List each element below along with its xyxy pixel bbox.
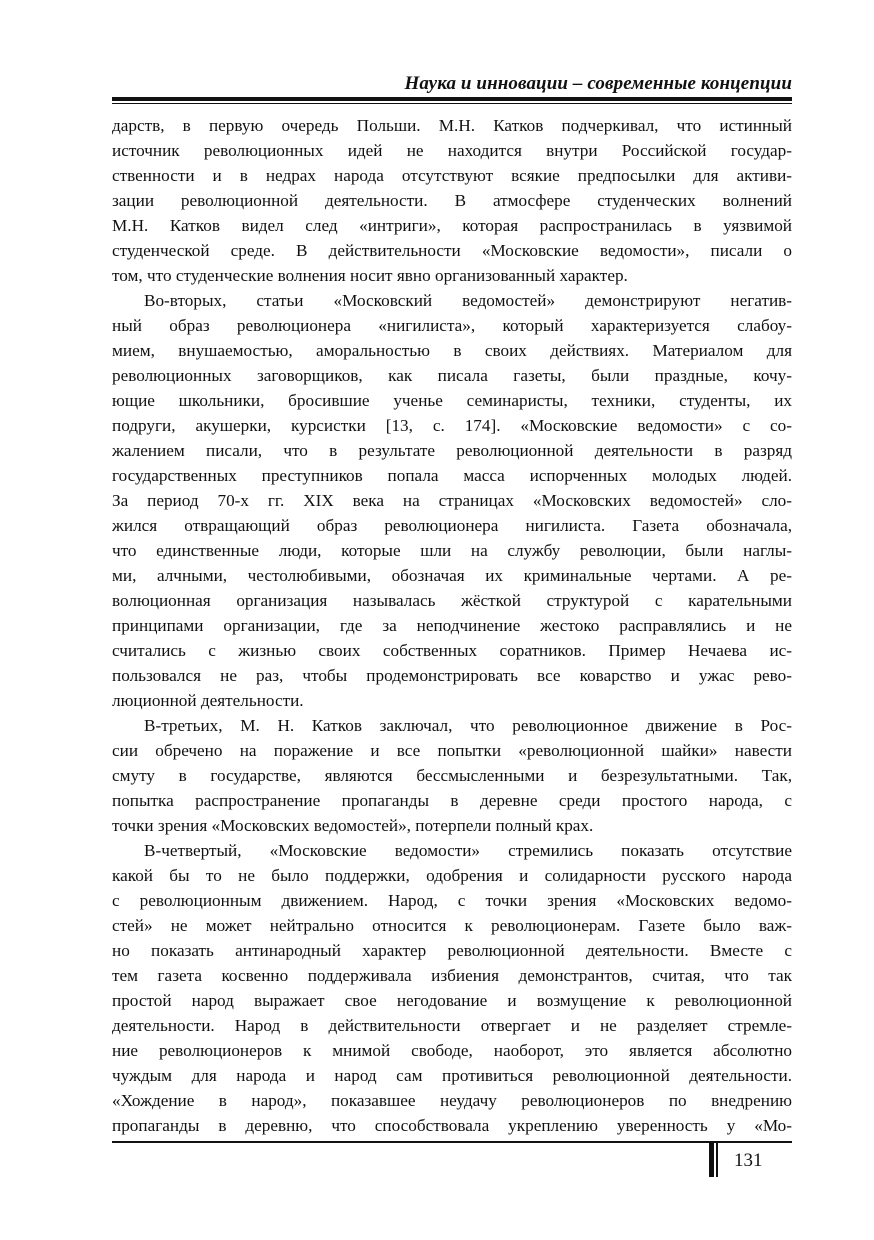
text-line: волюционная организация называлась жёсткой структурой с карательными xyxy=(112,591,792,610)
text-line: том, что студенческие волнения носит явно организованный характер. xyxy=(112,266,628,285)
text-line: простой народ выражает свое негодование и возмущение к революционной xyxy=(112,991,792,1010)
page-number: 131 xyxy=(734,1150,763,1171)
text-line: но показать антинародный характер революционной деятельности. Вместе с xyxy=(112,941,792,960)
text-line: деятельности. Народ в действительности отвергает и не разделяет стремле- xyxy=(112,1016,792,1035)
text-line: что единственные люди, которые шли на службу революции, были наглы- xyxy=(112,541,792,560)
text-line: точки зрения «Московских ведомостей», потерпели полный крах. xyxy=(112,816,594,835)
header-rule-thin xyxy=(112,103,792,104)
text-line: В-третьих, М. Н. Катков заключал, что революционное движение в Рос- xyxy=(144,716,792,735)
paragraph xyxy=(112,288,792,713)
text-line: люционной деятельности. xyxy=(112,691,304,710)
text-line: Во-вторых, статьи «Московский ведомостей» демонстрируют негатив- xyxy=(144,291,792,310)
footer-bar-thick xyxy=(709,1141,714,1177)
text-line: ный образ революционера «нигилиста», который характеризуется слабоу- xyxy=(112,316,792,335)
text-line: ние революционеров к мнимой свободе, наоборот, это является абсолютно xyxy=(112,1041,792,1060)
text-line: пользовался не раз, чтобы продемонстрировать все коварство и ужас рево- xyxy=(112,666,792,685)
text-line: дарств, в первую очередь Польши. М.Н. Катков подчеркивал, что истинный xyxy=(112,116,792,135)
running-header-title: Наука и инновации – современные концепции xyxy=(404,73,792,94)
text-line: пропаганды в деревню, что способствовала укреплению уверенность у «Мо- xyxy=(112,1116,792,1135)
text-line: «Хождение в народ», показавшее неудачу революционеров по внедрению xyxy=(112,1091,792,1110)
text-line: М.Н. Катков видел след «интриги», которая распространилась в уязвимой xyxy=(112,216,792,235)
text-line: зации революционной деятельности. В атмосфере студенческих волнений xyxy=(112,191,792,210)
text-line: жился отвращающий образ революционера нигилиста. Газета обозначала, xyxy=(112,516,792,535)
text-line: ственности и в недрах народа отсутствуют всякие предпосылки для активи- xyxy=(112,166,792,185)
footer-bar-thin xyxy=(716,1141,718,1177)
paragraph xyxy=(112,713,792,838)
text-line: чуждым для народа и народ сам противиться революционной деятельности. xyxy=(112,1066,792,1085)
text-line: студенческой среде. В действительности «Московские ведомости», писали о xyxy=(112,241,792,260)
text-line: с революционным движением. Народ, с точки зрения «Московских ведомо- xyxy=(112,891,792,910)
text-line: жалением писали, что в результате революционной деятельности в разряд xyxy=(112,441,792,460)
body-text xyxy=(112,113,792,1138)
text-line: какой бы то не было поддержки, одобрения и солидарности русского народа xyxy=(112,866,792,885)
text-line: ющие школьники, бросившие ученье семинаристы, техники, студенты, их xyxy=(112,391,792,410)
text-line: подруги, акушерки, курсистки [13, с. 174]. «Московские ведомости» с со- xyxy=(112,416,792,435)
text-line: В-четвертый, «Московские ведомости» стремились показать отсутствие xyxy=(144,841,792,860)
text-line: принципами организации, где за неподчинение жестоко расправлялись и не xyxy=(112,616,792,635)
text-line: государственных преступников попала масса испорченных молодых людей. xyxy=(112,466,792,485)
text-line: тем газета косвенно поддерживала избиения демонстрантов, считая, что так xyxy=(112,966,792,985)
text-line: мием, внушаемостью, аморальностью в своих действиях. Материалом для xyxy=(112,341,792,360)
footer-rule xyxy=(112,1141,792,1143)
paragraph xyxy=(112,838,792,1138)
paragraph xyxy=(112,113,792,288)
text-line: попытка распространение пропаганды в деревне среди простого народа, с xyxy=(112,791,792,810)
text-line: считались с жизнью своих собственных соратников. Пример Нечаева ис- xyxy=(112,641,792,660)
text-line: За период 70-х гг. XIX века на страницах «Московских ведомостей» сло- xyxy=(112,491,792,510)
text-line: сии обречено на поражение и все попытки «революционной шайки» навести xyxy=(112,741,792,760)
text-line: стей» не может нейтрально относится к революционерам. Газете было важ- xyxy=(112,916,792,935)
text-line: ми, алчными, честолюбивыми, обозначая их криминальные чертами. А ре- xyxy=(112,566,792,585)
header-rule-thick xyxy=(112,97,792,101)
text-line: источник революционных идей не находится внутри Российской государ- xyxy=(112,141,792,160)
text-line: смуту в государстве, являются бессмысленными и безрезультатными. Так, xyxy=(112,766,792,785)
text-line: революционных заговорщиков, как писала газеты, были праздные, кочу- xyxy=(112,366,792,385)
